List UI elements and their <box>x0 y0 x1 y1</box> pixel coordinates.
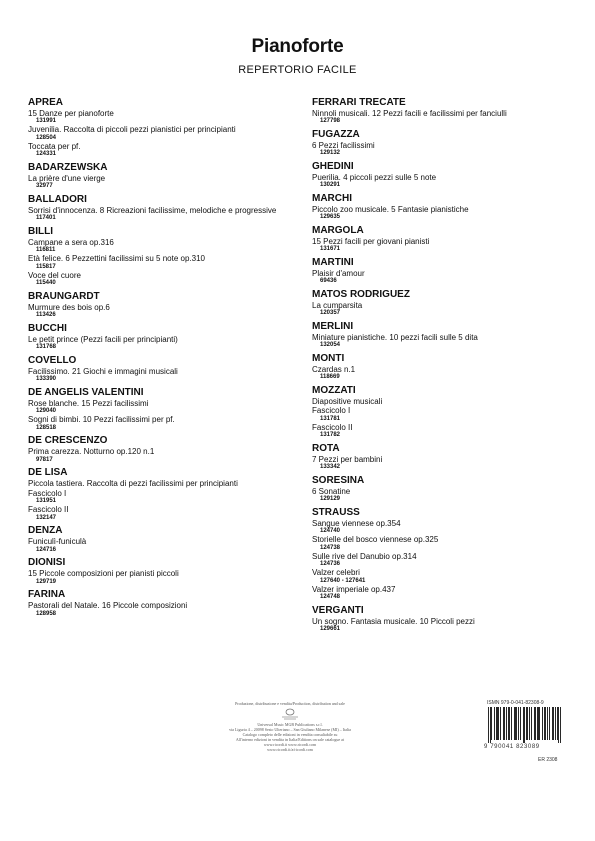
barcode-bar <box>544 707 545 740</box>
work-title: Murmure des bois op.6 <box>28 302 110 312</box>
work-title: Funiculì-funiculà <box>28 537 87 546</box>
composer-name: MARGOLA <box>312 224 364 236</box>
publisher-line: All'interno edizioni in vendita in Italia/Editions on sale catalogue at <box>235 737 345 742</box>
work-title: Campane a sera op.316 <box>28 237 114 247</box>
catalog-code: 128958 <box>36 610 57 617</box>
barcode-bar <box>518 707 519 740</box>
work-item <box>28 238 290 255</box>
work-title: Le petit prince (Pezzi facili per principianti) <box>28 334 178 344</box>
catalog-code: 124740 <box>320 528 341 534</box>
composer-entry <box>28 355 290 384</box>
composer-entry <box>312 225 574 254</box>
work-item <box>312 487 574 504</box>
catalog-code: 133342 <box>320 464 341 470</box>
catalog-code: 129129 <box>320 496 341 502</box>
barcode-bar <box>527 707 528 740</box>
work-item <box>28 537 290 554</box>
work-item <box>28 569 290 586</box>
work-title: Czardas n.1 <box>312 364 356 374</box>
composer-entry <box>28 291 290 320</box>
composer-name: BADARZEWSKA <box>28 161 108 173</box>
composer-name: DE LISA <box>28 467 68 478</box>
work-item <box>28 479 290 489</box>
work-title: Rose blanche. 15 Pezzi facilissimi <box>28 398 149 408</box>
composer-entry <box>28 467 290 522</box>
composer-name: DENZA <box>28 525 63 536</box>
work-title: Un sogno. Fantasia musicale. 10 Piccoli pezzi <box>312 616 475 626</box>
work-item <box>28 505 290 522</box>
work-item <box>312 535 574 552</box>
barcode-bar <box>558 707 559 743</box>
composer-entry <box>28 557 290 586</box>
composer-entry <box>28 162 290 191</box>
publisher-info <box>200 701 380 752</box>
ismn-code: ISMN 979-0-041-82308-9 <box>487 700 544 706</box>
work-item <box>28 142 290 159</box>
work-title: 6 Sonatine <box>312 486 351 496</box>
composer-entry <box>28 525 290 554</box>
catalog-code: 132054 <box>320 342 341 348</box>
composer-name: MONTI <box>312 352 345 364</box>
composer-entry <box>312 97 574 126</box>
catalog-code: 118669 <box>320 374 340 380</box>
barcode-bar <box>514 707 515 740</box>
barcode-bar <box>555 707 556 740</box>
composer-entry <box>28 97 290 159</box>
catalog-code: 97817 <box>36 456 53 463</box>
barcode-bar <box>531 707 532 740</box>
work-title: Toccata per pf. <box>28 141 81 151</box>
composer-name: MARCHI <box>312 192 352 204</box>
work-item <box>312 406 574 423</box>
barcode-bar <box>549 707 550 740</box>
work-title: Sulle rive del Danubio op.314 <box>312 551 417 561</box>
composer-entry <box>312 353 574 382</box>
work-item <box>312 109 574 126</box>
work-title: Valzer celebri <box>312 568 360 577</box>
work-title: La prière d'une vierge <box>28 173 106 183</box>
barcode-bar <box>496 707 497 740</box>
work-title: Pastorali del Natale. 16 Piccole composizioni <box>28 601 188 610</box>
catalog-code: 113426 <box>36 312 56 318</box>
work-item <box>312 173 574 190</box>
work-title: Fascicolo II <box>312 422 353 432</box>
barcode-bar <box>504 707 505 740</box>
composer-entry <box>312 385 574 440</box>
work-item <box>28 271 290 288</box>
work-item <box>28 489 290 506</box>
work-item <box>28 399 290 416</box>
composer-entry <box>28 226 290 288</box>
barcode-bar <box>508 707 509 740</box>
barcode-number: 9 790041 823089 <box>484 744 540 750</box>
barcode-bar <box>490 707 491 743</box>
composer-name: BALLADORI <box>28 193 87 205</box>
composer-entry <box>312 605 574 634</box>
catalog-code: 130291 <box>320 182 341 188</box>
barcode-bar <box>491 707 492 740</box>
catalog-code: 131768 <box>36 344 57 350</box>
barcode-bar <box>497 707 498 740</box>
composer-name: MARTINI <box>312 256 354 268</box>
barcode-bar <box>539 707 540 740</box>
catalog-code: 129661 <box>320 626 341 632</box>
work-title: Facilissimo. 21 Giochi e immagini musicali <box>28 366 178 376</box>
work-item <box>312 269 574 286</box>
composer-name: SORESINA <box>312 474 365 486</box>
work-item <box>28 254 290 271</box>
catalog-code: 132147 <box>36 514 57 521</box>
work-title: 6 Pezzi facilissimi <box>312 140 375 150</box>
work-item <box>28 601 290 618</box>
barcode-bar <box>515 707 516 740</box>
composer-entry <box>28 194 290 223</box>
barcode-bar <box>509 707 510 740</box>
composer-entry <box>312 129 574 158</box>
work-item <box>28 303 290 320</box>
catalog-code: 128504 <box>36 134 57 141</box>
composer-name: STRAUSS <box>312 506 360 518</box>
barcode-bar <box>488 707 489 743</box>
composer-entry <box>312 193 574 222</box>
page-title: Pianoforte <box>251 36 344 57</box>
catalog-column-left <box>28 93 290 620</box>
work-title: 15 Pezzi facili per giovani pianisti <box>312 236 430 246</box>
composer-name: VERGANTI <box>312 604 364 616</box>
catalog-code: 124738 <box>320 544 341 551</box>
work-title: Piccola tastiera. Raccolta di pezzi facilissimi per principianti <box>28 479 238 488</box>
catalog-code: 131951 <box>36 498 57 504</box>
composer-entry <box>312 321 574 350</box>
composer-name: DE CRESCENZO <box>28 435 108 446</box>
work-item <box>28 367 290 384</box>
work-title: Puerilia. 4 piccoli pezzi sulle 5 note <box>312 172 437 182</box>
work-title: Diapositive musicali <box>312 396 383 406</box>
work-item <box>312 205 574 222</box>
catalog-code: 69436 <box>320 278 337 284</box>
barcode-bar <box>547 707 548 740</box>
catalog-code: 131671 <box>320 246 341 252</box>
composer-name: APREA <box>28 96 64 108</box>
barcode-bar <box>557 707 558 740</box>
barcode-bar <box>560 707 561 743</box>
work-item <box>28 415 290 432</box>
work-title: Juvenilia. Raccolta di piccoli pezzi pianistici per principianti <box>28 125 236 134</box>
catalog-code: 117401 <box>36 215 56 221</box>
barcode-bar <box>537 707 538 740</box>
composer-name: FARINA <box>28 589 66 600</box>
composer-name: DIONISI <box>28 557 66 568</box>
barcode-bar <box>511 707 512 740</box>
barcode-bar <box>498 707 499 740</box>
work-item <box>312 568 574 585</box>
work-item <box>312 519 574 536</box>
work-title: La cumparsita <box>312 300 363 310</box>
work-title: 7 Pezzi per bambini <box>312 454 383 464</box>
catalog-column-right <box>312 93 574 635</box>
catalog-code: 133390 <box>36 376 57 382</box>
catalog-code: 124748 <box>320 594 341 600</box>
composer-name: BRAUNGARDT <box>28 290 100 302</box>
work-item <box>28 335 290 352</box>
catalog-code: 115440 <box>36 280 56 286</box>
publisher-line: Catalogo completo delle edizioni in vendita consultabile su <box>242 732 338 737</box>
publisher-logo-icon <box>277 708 303 720</box>
work-title: 15 Piccole composizioni per pianisti piccoli <box>28 569 179 578</box>
catalog-code: 32977 <box>36 183 53 189</box>
composer-entry <box>28 387 290 432</box>
work-title: Sorrisi d'innocenza. 8 Ricreazioni facilissime, melodiche e progressive <box>28 205 277 215</box>
work-title: Età felice. 6 Pezzettini facilissimi su 5 note op.310 <box>28 254 205 263</box>
work-item <box>312 301 574 318</box>
composer-name: MOZZATI <box>312 384 356 396</box>
barcode-bar <box>524 707 525 743</box>
catalog-code: 131991 <box>36 118 57 124</box>
publisher-line: Universal Music MGB Publications s.r.l. <box>257 722 323 727</box>
work-title: Voce del cuore <box>28 270 81 280</box>
publisher-line: www.ricordi.it/a/ricordi.com <box>267 747 313 752</box>
work-item <box>312 423 574 440</box>
composer-name: BUCCHI <box>28 322 67 334</box>
composer-name: GHEDINI <box>312 160 354 172</box>
work-item <box>312 455 574 472</box>
catalog-code: 129635 <box>320 214 341 220</box>
composer-entry <box>28 435 290 464</box>
barcode-bar <box>520 707 521 740</box>
barcode-bar <box>500 707 501 740</box>
work-title: Fascicolo I <box>312 406 351 415</box>
work-title: Ninnoli musicali. 12 Pezzi facili e facilissimi per fanciulli <box>312 108 507 118</box>
composer-name: FERRARI TRECATE <box>312 96 406 108</box>
barcode-bar <box>526 707 527 740</box>
work-item <box>312 365 574 382</box>
work-title: 15 Danze per pianoforte <box>28 108 114 118</box>
work-item <box>312 552 574 569</box>
composer-name: DE ANGELIS VALENTINI <box>28 386 144 398</box>
work-item <box>312 237 574 254</box>
work-item <box>312 397 574 407</box>
work-title: Piccolo zoo musicale. 5 Fantasie pianistiche <box>312 204 469 214</box>
work-item <box>312 333 574 350</box>
work-title: Miniature pianistiche. 10 pezzi facili sulle 5 dita <box>312 332 478 342</box>
composer-entry <box>28 323 290 352</box>
composer-name: FUGAZZA <box>312 128 360 140</box>
catalog-code: 124736 <box>320 561 341 567</box>
barcode-icon <box>486 707 562 743</box>
composer-entry <box>312 507 574 602</box>
composer-name: ROTA <box>312 442 340 454</box>
catalog-code: 129719 <box>36 578 57 585</box>
composer-name: BILLI <box>28 225 53 237</box>
publisher-line: via Liguria 4 – 20098 Sesto Ulteriano – San Giuliano Milanese (MI) – Italia <box>229 727 351 732</box>
work-title: Storielle del bosco viennese op.325 <box>312 535 439 544</box>
er-code: ER 2308 <box>538 757 558 763</box>
work-title: Sangue viennese op.354 <box>312 518 401 528</box>
catalog-code: 115817 <box>36 263 56 270</box>
work-title: Sogni di bimbi. 10 Pezzi facilissimi per pf. <box>28 415 175 424</box>
composer-entry <box>312 257 574 286</box>
catalog-code: 129132 <box>320 150 341 156</box>
barcode-bar <box>523 707 524 743</box>
barcode-bar <box>516 707 517 740</box>
publisher-line: www.ricordi.it www.ricordi.com <box>263 742 317 747</box>
composer-entry <box>28 589 290 618</box>
work-item <box>28 174 290 191</box>
composer-entry <box>312 475 574 504</box>
work-title: Prima carezza. Notturno op.120 n.1 <box>28 447 155 456</box>
catalog-code: 120357 <box>320 310 341 316</box>
work-title: Plaisir d'amour <box>312 268 365 278</box>
catalog-code: 127640 - 127641 <box>320 577 366 584</box>
catalog-code: 127798 <box>320 118 341 124</box>
catalog-code: 124716 <box>36 546 57 553</box>
barcode-bar <box>552 707 553 740</box>
barcode-bar <box>553 707 554 740</box>
catalog-code: 124331 <box>36 151 57 157</box>
composer-entry <box>312 161 574 190</box>
composer-entry <box>312 289 574 318</box>
barcode-bar <box>535 707 536 740</box>
barcode-bar <box>542 707 543 740</box>
publisher-line: Produzione, distribuzione e vendita/Production, distribution and sale <box>235 701 345 706</box>
work-item <box>28 109 290 126</box>
catalog-code: 129040 <box>36 408 57 414</box>
barcode-bar <box>534 707 535 740</box>
work-item <box>312 141 574 158</box>
work-item <box>312 585 574 602</box>
barcode-bar <box>506 707 507 740</box>
composer-name: COVELLO <box>28 354 77 366</box>
work-item <box>28 206 290 223</box>
barcode-bar <box>503 707 504 740</box>
barcode-bar <box>545 707 546 740</box>
composer-name: MATOS RODRIGUEZ <box>312 288 410 300</box>
catalog-code: 128518 <box>36 424 57 431</box>
catalog-code: 131781 <box>320 415 341 422</box>
catalog-code: 116811 <box>36 247 56 253</box>
page-subtitle: REPERTORIO FACILE <box>238 64 357 76</box>
composer-entry <box>312 443 574 472</box>
work-item <box>28 125 290 142</box>
work-title: Fascicolo II <box>28 505 69 514</box>
barcode-bar <box>538 707 539 740</box>
work-item <box>28 447 290 464</box>
barcode-bar <box>529 707 530 740</box>
work-item <box>312 617 574 634</box>
composer-name: MERLINI <box>312 320 354 332</box>
barcode-bar <box>494 707 495 740</box>
catalog-code: 131782 <box>320 432 341 438</box>
work-title: Fascicolo I <box>28 488 67 498</box>
work-title: Valzer imperiale op.437 <box>312 584 396 594</box>
